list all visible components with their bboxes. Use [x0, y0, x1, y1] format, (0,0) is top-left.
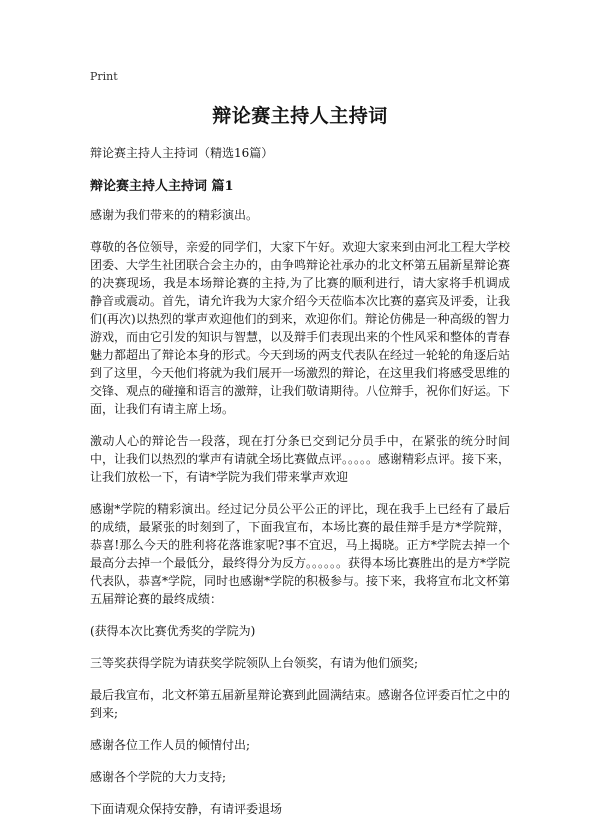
- paragraph: 感谢各个学院的大力支持;: [90, 770, 227, 784]
- paragraph: 激动人心的辩论告一段落，现在打分条已交到记分员手中，在紧张的统分时间中，让我们以热烈的掌声有请就全场比赛做点评。。。。。感谢精彩点评。接下来，让我们放松一下，有请*学院为我们带来掌声欢迎: [90, 434, 511, 484]
- paragraph: 下面请观众保持安静，有请评委退场: [90, 802, 283, 816]
- paragraph: 感谢为我们带来的的精彩演出。: [90, 208, 259, 222]
- page-title: 辩论赛主持人主持词: [212, 105, 388, 127]
- paragraph: 最后我宣布，北文杯第五届新星辩论赛到此圆满结束。感谢各位评委百忙之中的到来;: [90, 688, 511, 720]
- paragraph: 三等奖获得学院为请获奖学院领队上台领奖，有请为他们颁奖;: [90, 656, 419, 670]
- print-label[interactable]: Print: [90, 70, 118, 83]
- section-heading: 辩论赛主持人主持词 篇1: [90, 179, 234, 194]
- paragraph: 尊敬的各位领导，亲爱的同学们，大家下午好。欢迎大家来到由河北工程大学校团委、大学生社团联合会主办的，由争鸣辩论社承办的北文杯第五届新星辩论赛的决赛现场，我是本场辩论赛的主持,为了比赛的顺利进行，请大家将手机调成静音或震动。首先，请允许我为大家介绍今天莅临本次比赛的嘉宾及评委，让我们(再次)以热烈的掌声欢迎他们的到来，欢迎你们。辩论仿佛是一种高级的智力游戏，而由它引发的知识与智慧，以及辩手们表现出来的个性风采和整体的青春魅力都超出了辩论本身的形式。今天到场的两支代表队在经过一轮轮的角逐后站到了这里，今天他们将就为我们展开一场激烈的辩论，在这里我们将感受思维的交锋、观点的碰撞和语言的激辩，让我们敬请期待。八位辩手，祝你们好运。下面，让我们有请主席上场。: [90, 240, 511, 416]
- paragraph: (获得本次比赛优秀奖的学院为): [90, 624, 256, 638]
- paragraph: 感谢*学院的精彩演出。经过记分员公平公正的评比，现在我手上已经有了最后的成绩，最紧张的时刻到了，下面我宣布，本场比赛的最佳辩手是方*学院辩，恭喜!那么今天的胜利将花落谁家呢?事不宜迟，马上揭晓。正方*学院去掉一个最高分去掉一个最低分，最终得分为反方。。。。。。获得本场比赛胜出的是方*学院代表队，恭喜*学院，同时也感谢*学院的积极参与。接下来，我将宣布北文杯第五届辩论赛的最终成绩：: [90, 502, 511, 606]
- document-subtitle: 辩论赛主持人主持词（精选16篇）: [90, 146, 274, 160]
- paragraph: 感谢各位工作人员的倾情付出;: [90, 738, 251, 752]
